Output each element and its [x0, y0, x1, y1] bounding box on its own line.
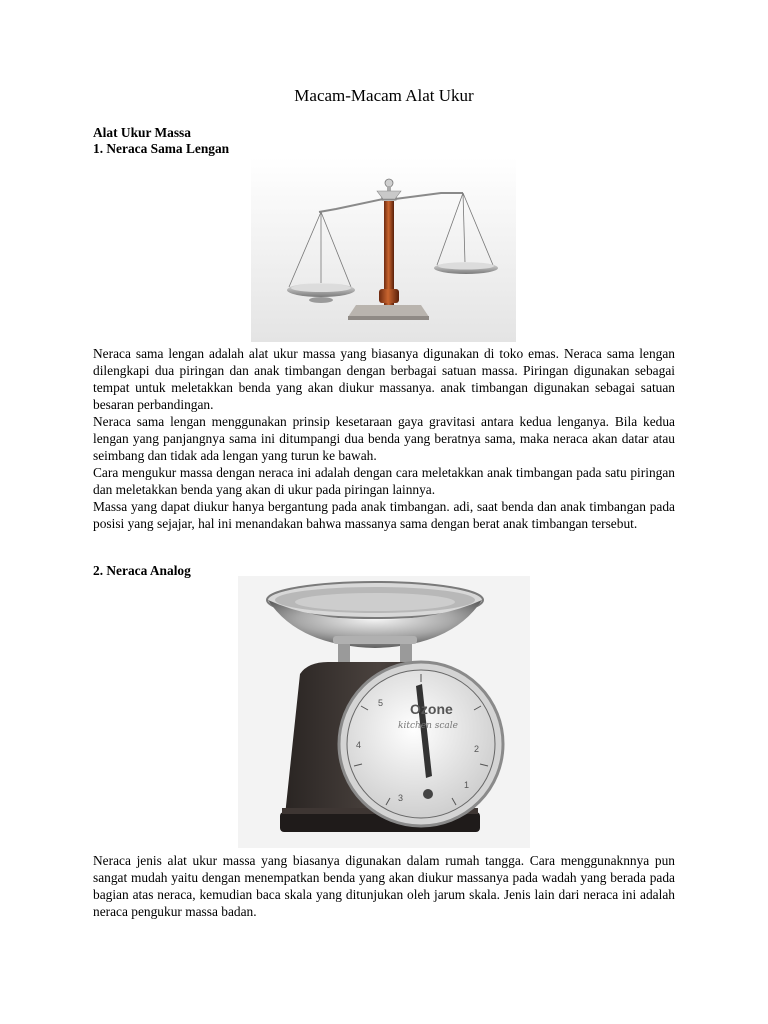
analog-scale-image	[238, 576, 530, 848]
dial-number: 2	[474, 744, 480, 754]
dial-number: 3	[398, 793, 404, 803]
item1-heading: 1. Neraca Sama Lengan	[93, 141, 230, 156]
equal-arm-balance-image	[251, 157, 516, 342]
dial-brand-text: Ozone	[410, 701, 453, 717]
item2-heading: 2. Neraca Analog	[93, 563, 191, 578]
item1-paragraph-3: Cara mengukur massa dengan neraca ini adalah dengan cara meletakkan anak timbangan pada satu piringan dan meletakkan benda yang akan di ukur pada piringan lainnya.	[93, 465, 675, 497]
page-title: Macam-Macam Alat Ukur	[294, 86, 474, 105]
dial-caption-text: kitchen scale	[398, 721, 458, 731]
item1-paragraph-1: Neraca sama lengan adalah alat ukur massa yang biasanya digunakan di toko emas. Neraca sama lengan dilengkapi dua piringan dan anak timbangan dengan berbagai satuan massa. Piringan digunakan sebagai tempat untuk meletakkan benda yang akan diukur massanya. anak timbangan digunakan sebagai satuan besaran perbandingan.	[93, 346, 675, 412]
item1-paragraph-2: Neraca sama lengan menggunakan prinsip kesetaraan gaya gravitasi antara kedua lenganya. Bila kedua lengan yang panjangnya sama ini ditumpangi dua benda yang beratnya sama, maka neraca akan datar atau seimbang dan tidak ada lengan yang turun ke bawah.	[93, 414, 675, 463]
item2-paragraph: Neraca jenis alat ukur massa yang biasanya digunakan dalam rumah tangga. Cara menggunaknnya pun sangat mudah yaitu dengan menempatkan benda yang akan diukur massanya pada wadah yang berada pada bagian atas neraca, kemudian baca skala yang ditunjukan oleh jarum skala. Jenis lain dari neraca ini adalah neraca pengukur massa badan.	[93, 853, 675, 919]
dial-number: 5	[378, 698, 384, 708]
dial-number: 1	[464, 780, 470, 790]
section-heading: Alat Ukur Massa	[93, 125, 191, 140]
item1-paragraph-4: Massa yang dapat diukur hanya bergantung pada anak timbangan. adi, saat benda dan anak timbangan pada posisi yang sejajar, hal ini menandakan bahwa massanya sama dengan berat anak timbangan tersebut.	[93, 499, 675, 531]
dial-number: 4	[356, 740, 362, 750]
